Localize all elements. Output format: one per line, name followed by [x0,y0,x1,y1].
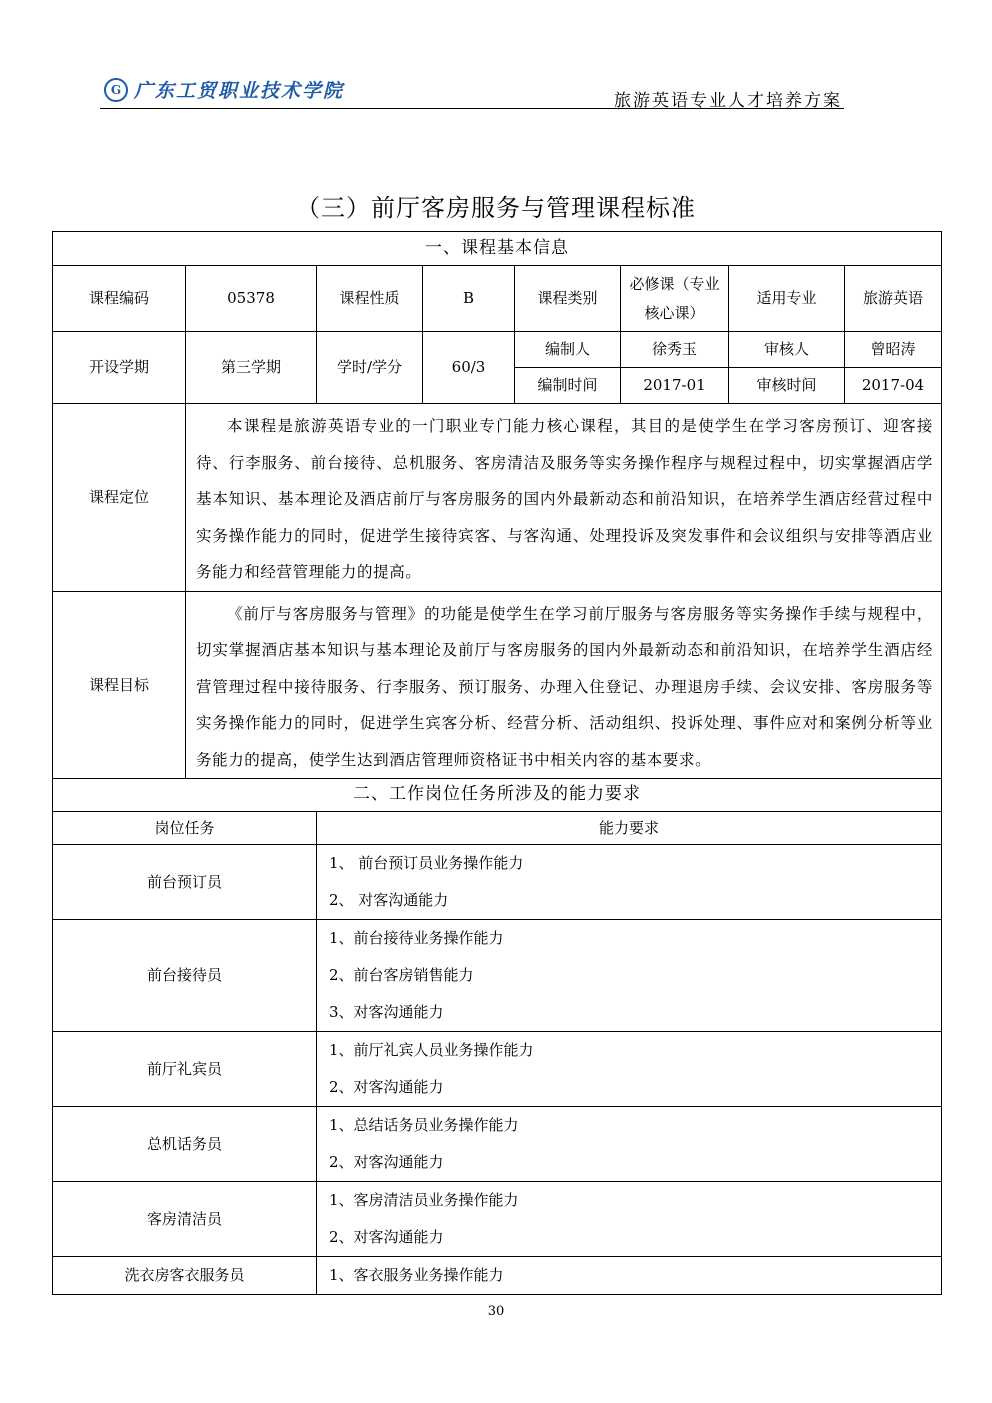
course-code-value: 05378 [186,266,317,332]
editor-label: 编制人 [515,332,621,368]
table-row [53,1182,942,1257]
ability-list [317,1107,942,1182]
page-header [100,72,844,109]
column-header-post: 岗位任务 [53,812,317,845]
ability-item: 1、 前台预订员业务操作能力 [329,854,524,872]
ability-item: 2、对客沟通能力 [329,1078,444,1096]
table-row [53,845,942,920]
document-title: 旅游英语专业人才培养方案 [614,91,842,111]
ability-list [317,1257,942,1295]
ability-item: 1、总结话务员业务操作能力 [329,1116,519,1134]
table-row [53,920,942,1032]
positioning-label: 课程定位 [53,404,186,592]
post-name: 洗衣房客衣服务员 [53,1257,317,1295]
major-value: 旅游英语 [845,266,942,332]
editor-value: 徐秀玉 [621,332,729,368]
objective-label: 课程目标 [53,591,186,779]
course-code-label: 课程编码 [53,266,186,332]
review-time-label: 审核时间 [729,368,845,404]
post-name: 客房清洁员 [53,1182,317,1257]
course-category-value: 必修课（专业核心课） [621,266,729,332]
college-logo [104,76,344,103]
college-emblem-icon: G [104,78,128,102]
ability-item: 1、客衣服务业务操作能力 [329,1266,504,1284]
ability-item: 1、客房清洁员业务操作能力 [329,1191,519,1209]
ability-item: 3、对客沟通能力 [329,1003,444,1021]
course-standard-table [52,231,942,1295]
semester-label: 开设学期 [53,332,186,404]
college-name: 广东工贸职业技术学院 [134,80,345,102]
objective-text: 《前厅与客房服务与管理》的功能是使学生在学习前厅服务与客房服务等实务操作手续与规程中，切实掌握酒店基本知识与基本理论及前厅与客房服务的国内外最新动态和前沿知识，在培养学生酒店经营管理过程中接待服务、行李服务、预订服务、办理入住登记、办理退房手续、会议安排、客房服务等实务操作能力的同时，促进学生宾客分析、经营分析、活动组织、投诉处理、事件应对和案例分析等业务能力的提高，使学生达到酒店管理师资格证书中相关内容的基本要求。 [186,591,942,779]
ability-item: 1、前台接待业务操作能力 [329,929,504,947]
ability-list [317,1182,942,1257]
hours-label: 学时/学分 [317,332,423,404]
post-name: 前台接待员 [53,920,317,1032]
ability-list [317,845,942,920]
page-number: 30 [487,1304,505,1319]
ability-list [317,920,942,1032]
ability-list [317,1032,942,1107]
section-heading: 一、课程基本信息 [53,232,942,266]
edit-time-label: 编制时间 [515,368,621,404]
edit-time-value: 2017-01 [621,368,729,404]
table-row [53,1032,942,1107]
course-category-label: 课程类别 [515,266,621,332]
column-header-ability: 能力要求 [317,812,942,845]
semester-value: 第三学期 [186,332,317,404]
reviewer-label: 审核人 [729,332,845,368]
table-row [53,1107,942,1182]
post-name: 前台预订员 [53,845,317,920]
ability-item: 2、 对客沟通能力 [329,891,449,909]
positioning-text: 本课程是旅游英语专业的一门职业专门能力核心课程，其目的是使学生在学习客房预订、迎客接待、行李服务、前台接待、总机服务、客房清洁及服务等实务操作程序与规程过程中，切实掌握酒店学基本知识、基本理论及酒店前厅与客房服务的国内外最新动态和前沿知识，在培养学生酒店经营过程中实务操作能力的同时，促进学生接待宾客、与客沟通、处理投诉及突发事件和会议组织与安排等酒店业务能力和经营管理能力的提高。 [186,404,942,592]
ability-item: 1、前厅礼宾人员业务操作能力 [329,1041,534,1059]
post-name: 总机话务员 [53,1107,317,1182]
ability-item: 2、对客沟通能力 [329,1153,444,1171]
post-name: 前厅礼宾员 [53,1032,317,1107]
ability-item: 2、对客沟通能力 [329,1228,444,1246]
major-label: 适用专业 [729,266,845,332]
ability-item: 2、前台客房销售能力 [329,966,474,984]
table-row [53,1257,942,1295]
hours-value: 60/3 [423,332,515,404]
section-heading: 二、工作岗位任务所涉及的能力要求 [53,779,942,812]
review-time-value: 2017-04 [845,368,942,404]
page-title: （三）前厅客房服务与管理课程标准 [296,194,696,222]
reviewer-value: 曾昭涛 [845,332,942,368]
course-nature-value: B [423,266,515,332]
course-nature-label: 课程性质 [317,266,423,332]
